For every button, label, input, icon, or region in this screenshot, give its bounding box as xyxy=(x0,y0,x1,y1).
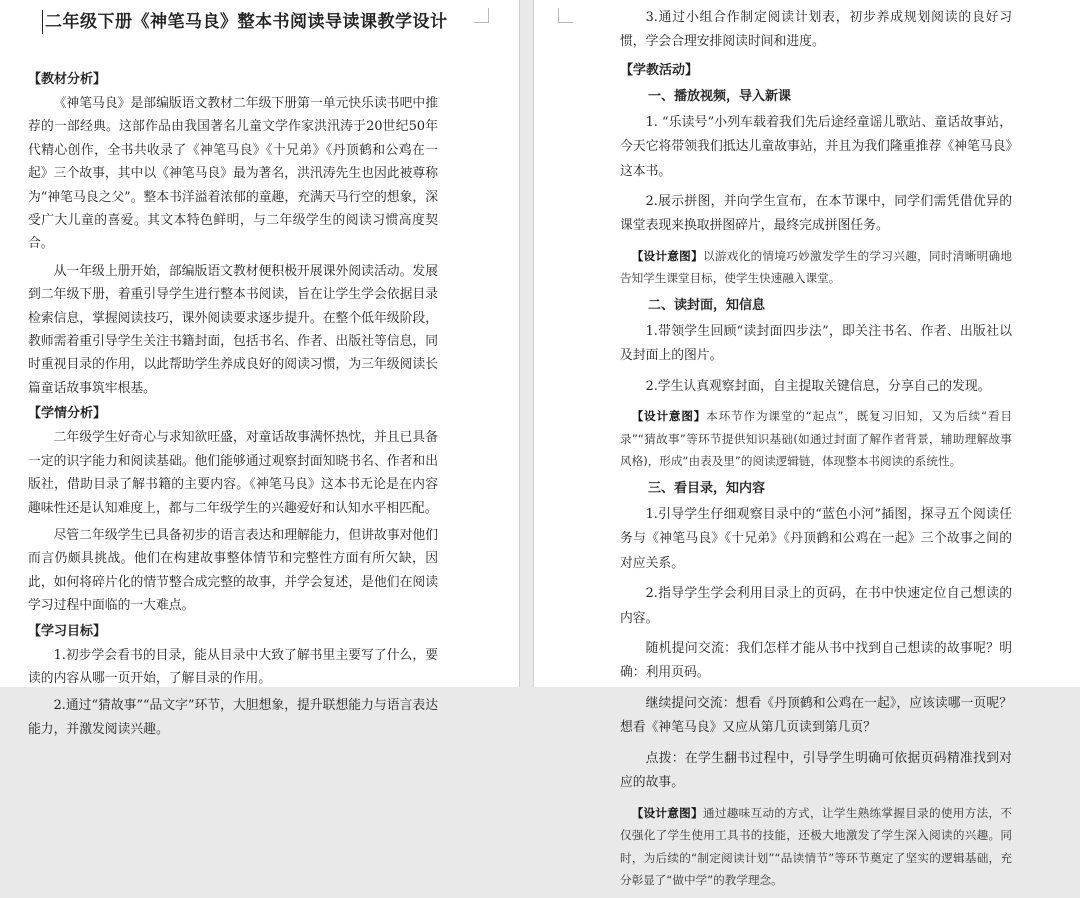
design-intent-label: 【设计意图】 xyxy=(631,248,703,263)
activity-heading-2: 二、读封面，知信息 xyxy=(648,298,766,314)
section-heading-activities: 【学教活动】 xyxy=(620,62,699,78)
design-intent-label: 【设计意图】 xyxy=(631,805,703,820)
design-intent-label: 【设计意图】 xyxy=(631,409,707,424)
section-heading-student-analysis: 【学情分析】 xyxy=(28,406,107,422)
design-intent-text: 本环节作为课堂的“起点”，既复习旧知，又为后续“看目录”“猜故事”等环节提供知识基础(如通过封面了解作者背景，辅助理解故事风格)，形成“由表及里”的阅读逻辑链，体现整本书阅读的系统性。 xyxy=(620,409,1012,469)
paragraph: 尽管二年级学生已具备初步的语言表达和理解能力，但讲故事对他们而言仍颇具挑战。他们在构建故事整体情节和完整性方面有所欠缺，因此，如何将碎片化的情节整合成完整的故事，并学会复述，是他们在阅读学习过程中面临的一大难点。 xyxy=(28,527,438,614)
paragraph: 随机提问交流：我们怎样才能从书中找到自己想读的故事呢？明确：利用页码。 xyxy=(620,641,1012,681)
paragraph: 2.展示拼图，并向学生宣布，在本节课中，同学们需凭借优异的课堂表现来换取拼图碎片，最终完成拼图任务。 xyxy=(620,194,1012,234)
page-right-content xyxy=(620,6,1012,898)
paragraph: 1.带领学生回顾“读封面四步法”，即关注书名、作者、出版社以及封面上的图片。 xyxy=(620,324,1012,364)
paragraph: 3.通过小组合作制定阅读计划表，初步养成规划阅读的良好习惯，学会合理安排阅读时间和进度。 xyxy=(620,10,1012,50)
design-intent-text: 以游戏化的情境巧妙激发学生的学习兴趣，同时清晰明确地告知学生课堂目标，使学生快速融入课堂。 xyxy=(620,248,1012,286)
document-page-right xyxy=(533,0,1080,888)
section-heading-textbook-analysis: 【教材分析】 xyxy=(28,72,107,87)
paragraph: 1. “乐读号”小列车载着我们先后途经童谣儿歌站、童话故事站，今天它将带领我们抵达儿童故事站，并且为我们隆重推荐《神笔马良》这本书。 xyxy=(620,114,1012,179)
paragraph: 从一年级上册开始，部编版语文教材便积极开展课外阅读活动。发展到二年级下册，着重引导学生进行整本书阅读，旨在让学生学会依据目录检索信息，掌握阅读技巧，课外阅读要求逐步提升。在整个低年级阶段，教师需着重引导学生关注书籍封面，包括书名、作者、出版社等信息，同时重视目录的作用，以此帮助学生养成良好的阅读习惯，为三年级阅读长篇童话故事筑牢根基。 xyxy=(28,263,438,396)
paragraph: 2.学生认真观察封面，自主提取关键信息，分享自己的发现。 xyxy=(645,378,991,394)
activity-heading-1: 一、播放视频，导入新课 xyxy=(648,88,792,104)
design-intent-3 xyxy=(620,802,1012,892)
paragraph: 2.指导学生学会利用目录上的页码，在书中快速定位自己想读的内容。 xyxy=(620,586,1012,626)
paragraph: 1.初步学会看书的目录，能从目录中大致了解书里主要写了什么，要读的内容从哪一页开始，了解目录的作用。 xyxy=(28,647,438,686)
design-intent-2 xyxy=(620,405,1012,473)
page-corner-mark xyxy=(474,8,489,23)
paragraph: 《神笔马良》是部编版语文教材二年级下册第一单元快乐读书吧中推荐的一部经典。这部作品由我国著名儿童文学作家洪汛涛于20世纪50年代精心创作，全书共收录了《神笔马良》《十兄弟》《丹顶鹤和公鸡在一起》三个故事，其中以《神笔马良》最为著名，洪汛涛先生也因此被尊称为“神笔马良之父”。整本书洋溢着浓郁的童趣，充满天马行空的想象，深受广大儿童的喜爱。其文本特色鲜明，与二年级学生的阅读习惯高度契合。 xyxy=(28,96,438,252)
page-left-content xyxy=(28,0,448,745)
design-intent-1 xyxy=(620,245,1012,290)
paragraph: 继续提问交流：想看《丹顶鹤和公鸡在一起》，应该读哪一页呢？想看《神笔马良》又应从第几页读到第几页？ xyxy=(620,695,1012,736)
design-intent-text: 通过趣味互动的方式，让学生熟练掌握目录的使用方法，不仅强化了学生使用工具书的技能，还极大地激发了学生深入阅读的兴趣。同时，为后续的“制定阅读计划”“品读情节”等环节奠定了坚实的逻辑基础，充分彰显了“做中学”的教学理念。 xyxy=(620,805,1012,888)
paragraph: 2.通过“猜故事”“品文字”环节，大胆想象，提升联想能力与语言表达能力，并激发阅读兴趣。 xyxy=(28,698,438,737)
paragraph: 1.引导学生仔细观察目录中的“蓝色小河”插图，探寻五个阅读任务与《神笔马良》《十兄弟》《丹顶鹤和公鸡在一起》三个故事之间的对应关系。 xyxy=(620,507,1012,571)
paragraph: 点拨：在学生翻书过程中，引导学生明确可依据页码精准找到对应的故事。 xyxy=(620,750,1012,791)
section-heading-learning-goals: 【学习目标】 xyxy=(28,623,107,639)
activity-heading-3: 三、看目录，知内容 xyxy=(648,481,766,497)
page-corner-mark xyxy=(558,8,573,23)
document-page-left xyxy=(0,0,520,737)
paragraph: 二年级学生好奇心与求知欲旺盛，对童话故事满怀热忱，并且已具备一定的识字能力和阅读基础。他们能够通过观察封面知晓书名、作者和出版社，借助目录了解书籍的主要内容。《神笔马良》这本书无论是在内容趣味性还是认知难度上，都与二年级学生的兴趣爱好和认知水平相匹配。 xyxy=(28,430,438,516)
document-title[interactable]: 二年级下册《神笔马良》整本书阅读导读课教学设计 xyxy=(42,10,438,34)
